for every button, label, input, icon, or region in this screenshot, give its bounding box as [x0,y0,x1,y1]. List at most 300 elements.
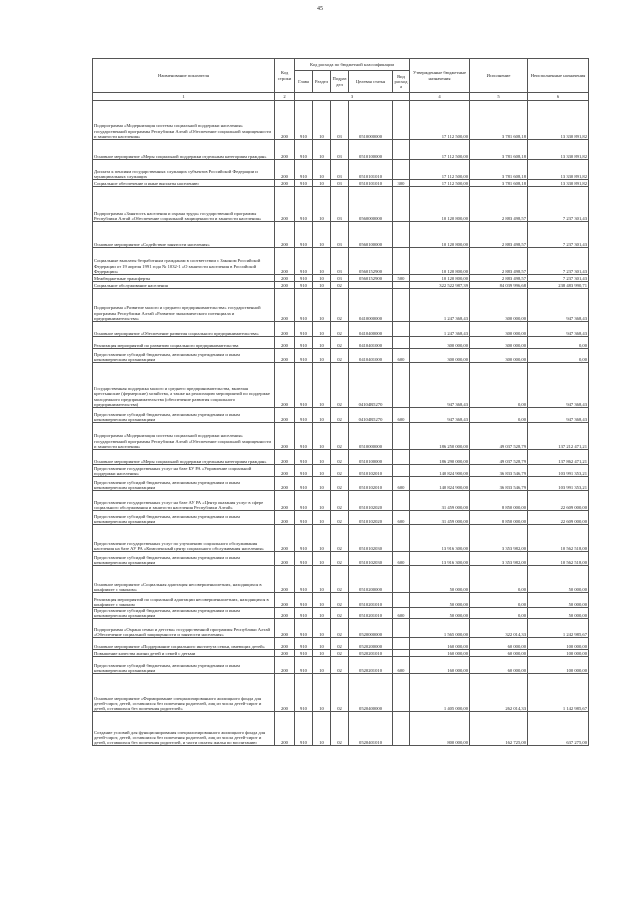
row-section: 10 [313,222,331,248]
row-name: Предоставление государственных услуг по улучшению социального обслуживания населения на базе АУ РА «Комплексный центр социального обслуживания населения» [93,525,275,552]
row-executed: 300 000,00 [470,322,528,337]
row-subsection: 03 [331,275,349,282]
row-expense-type [393,566,410,593]
row-section: 10 [313,657,331,674]
row-subsection: 03 [331,187,349,222]
row-subsection: 02 [331,674,349,712]
row-unexecuted: 637 275,00 [528,712,589,746]
row-section: 10 [313,450,331,465]
row-chapter: 910 [295,222,313,248]
header-chapter: Глава [295,71,313,93]
row-target-item: 0560000000 [349,187,393,222]
row-executed: 2 883 498,57 [470,275,528,282]
header-subsection: Подраз дел [331,71,349,93]
table-row [93,593,589,608]
row-unexecuted: 100 000,00 [528,657,589,674]
row-line-code: 200 [275,712,295,746]
row-approved: 947 368,43 [410,363,470,408]
row-line-code: 200 [275,408,295,423]
row-subsection: 02 [331,638,349,650]
row-chapter: 910 [295,608,313,619]
row-approved: 947 368,43 [410,408,470,423]
row-executed: 3 781 608,18 [470,180,528,187]
row-expense-type [393,450,410,465]
row-subsection: 02 [331,552,349,566]
row-approved: 17 112 500,00 [410,101,470,140]
row-subsection: 02 [331,650,349,657]
row-section: 10 [313,248,331,275]
table-row [93,712,589,746]
row-expense-type: 300 [393,180,410,187]
row-executed: 60 000,00 [470,650,528,657]
row-chapter: 910 [295,187,313,222]
row-line-code: 200 [275,674,295,712]
row-executed: 3 353 982,00 [470,525,528,552]
row-executed: 49 037 528,79 [470,423,528,450]
row-subsection: 03 [331,180,349,187]
row-target-item: 0520401010 [349,712,393,746]
row-unexecuted: 50 000,00 [528,566,589,593]
row-name: Предоставление субсидий бюджетным, автономным учреждениям и иным некоммерческим организациям [93,408,275,423]
row-chapter: 910 [295,619,313,638]
row-approved: 160 000,00 [410,638,470,650]
row-expense-type [393,289,410,322]
row-subsection: 02 [331,465,349,477]
row-expense-type [393,160,410,180]
row-subsection: 02 [331,491,349,511]
row-approved: 1 565 000,00 [410,619,470,638]
row-expense-type: 600 [393,608,410,619]
row-expense-type [393,491,410,511]
row-target-item: 0510100000 [349,140,393,160]
row-subsection: 02 [331,566,349,593]
row-approved: 186 250 000,00 [410,423,470,450]
row-section: 10 [313,275,331,282]
row-executed: 322 014,33 [470,619,528,638]
row-name: Подпрограмма «Развитие малого и среднего предпринимательства» государственной программы Республики Алтай «Развитие экономического потенциала и предпринимательства» [93,289,275,322]
row-chapter: 910 [295,180,313,187]
row-chapter: 910 [295,423,313,450]
table-row [93,477,589,491]
row-subsection: 02 [331,450,349,465]
row-subsection: 02 [331,408,349,423]
table-row [93,465,589,477]
row-target-item: 04104R5270 [349,408,393,423]
row-unexecuted: 13 330 891,82 [528,140,589,160]
row-chapter: 910 [295,275,313,282]
row-section: 10 [313,619,331,638]
row-unexecuted: 100 000,00 [528,638,589,650]
row-subsection: 03 [331,248,349,275]
table-row [93,275,589,282]
row-unexecuted: 137 212 471,21 [528,423,589,450]
header-line-code: Код строки [275,59,295,93]
row-subsection: 02 [331,423,349,450]
row-line-code: 200 [275,593,295,608]
row-executed: 60 000,00 [470,657,528,674]
row-unexecuted: 10 562 518,00 [528,552,589,566]
row-unexecuted: 947 368,43 [528,363,589,408]
row-target-item: 0510201010 [349,593,393,608]
row-expense-type [393,423,410,450]
row-executed: 0,00 [470,363,528,408]
header-budget-code-group: Код расхода по бюджетной классификации [295,59,410,71]
table-row [93,282,589,289]
row-expense-type: 600 [393,349,410,363]
table-body [93,101,589,746]
row-executed: 0,00 [470,408,528,423]
table-row [93,650,589,657]
row-executed: 300 000,00 [470,337,528,349]
row-unexecuted: 22 609 000,00 [528,511,589,525]
row-line-code: 200 [275,450,295,465]
row-name: Предоставление субсидий бюджетным, автономным учреждениям и иным некоммерческим организациям [93,477,275,491]
row-section: 10 [313,650,331,657]
column-number: 1 [93,93,275,101]
row-chapter: 910 [295,101,313,140]
row-section: 10 [313,349,331,363]
row-target-item: 0510201010 [349,608,393,619]
row-section: 10 [313,593,331,608]
row-approved: 17 112 500,00 [410,160,470,180]
row-target-item: 0520400000 [349,674,393,712]
row-name: Основное мероприятие «Формирование специализированного жилищного фонда для детей-сирот, детей, оставшихся без попечения родителей, лиц из числа детей-сирот и детей, оставшихся без попечения родителей» [93,674,275,712]
row-approved: 1 405 000,00 [410,674,470,712]
row-chapter: 910 [295,477,313,491]
row-executed: 60 000,00 [470,638,528,650]
row-unexecuted: 10 562 518,00 [528,525,589,552]
row-name: Подпрограмма «Модернизация системы социальной поддержки населения» государственной программы Республики Алтай «Обеспечение социальной защищенности и занятости населения» [93,101,275,140]
row-expense-type: 600 [393,657,410,674]
row-unexecuted: 0,00 [528,349,589,363]
row-unexecuted: 7 237 301,43 [528,222,589,248]
row-approved: 50 000,00 [410,608,470,619]
row-approved: 10 120 800,00 [410,222,470,248]
row-name: Социальное обеспечение и иные выплаты населению [93,180,275,187]
row-chapter: 910 [295,450,313,465]
row-executed: 36 833 546,79 [470,477,528,491]
row-expense-type [393,248,410,275]
row-chapter: 910 [295,349,313,363]
row-target-item: 0510100000 [349,450,393,465]
row-expense-type [393,712,410,746]
row-section: 10 [313,363,331,408]
row-target-item: 0560152900 [349,248,393,275]
table-row [93,322,589,337]
row-name: Основное мероприятие «Социальная адаптация несовершеннолетних, находящихся в конфликте с законом» [93,566,275,593]
row-unexecuted: 947 368,43 [528,322,589,337]
row-line-code: 200 [275,289,295,322]
row-line-code: 200 [275,552,295,566]
row-line-code: 200 [275,525,295,552]
row-line-code: 200 [275,477,295,491]
row-chapter: 910 [295,160,313,180]
row-approved: 1 247 368,43 [410,322,470,337]
row-target-item: 0520201010 [349,650,393,657]
table-row [93,349,589,363]
header-approved: Утвержденные бюджетные назначения [410,59,470,93]
row-executed: 0,00 [470,566,528,593]
row-section: 10 [313,180,331,187]
row-unexecuted: 7 237 301,43 [528,187,589,222]
row-unexecuted: 947 368,43 [528,289,589,322]
row-expense-type [393,593,410,608]
row-unexecuted: 7 237 301,43 [528,275,589,282]
row-target-item: 0510102020 [349,491,393,511]
row-subsection: 02 [331,525,349,552]
row-target-item: 0410401000 [349,337,393,349]
row-name: Предоставление государственных услуг на базе БУ РА «Управление социальной поддержки населения» [93,465,275,477]
row-chapter: 910 [295,408,313,423]
row-unexecuted: 1 242 985,67 [528,619,589,638]
row-subsection: 02 [331,657,349,674]
row-name: Доплата к пенсиям государственных служащих субъектов Российской Федерации и муниципальных служащих [93,160,275,180]
row-unexecuted: 7 237 301,43 [528,248,589,275]
row-name: Основное мероприятие «Обеспечение развития социального предпринимательства» [93,322,275,337]
row-expense-type [393,282,410,289]
row-executed: 84 039 996,68 [470,282,528,289]
row-expense-type: 600 [393,408,410,423]
row-expense-type [393,465,410,477]
row-approved: 17 112 500,00 [410,180,470,187]
row-unexecuted: 22 609 000,00 [528,491,589,511]
table-row [93,140,589,160]
row-unexecuted: 238 483 990,71 [528,282,589,289]
row-name: Основное мероприятие «Меры социальной поддержки отдельным категориям граждан» [93,450,275,465]
row-chapter: 910 [295,552,313,566]
row-executed: 2 883 498,57 [470,248,528,275]
row-approved: 10 120 800,00 [410,248,470,275]
row-expense-type [393,337,410,349]
row-approved: 322 522 987,39 [410,282,470,289]
row-executed: 2 883 498,57 [470,187,528,222]
table-row [93,222,589,248]
header-expense-type: Вид расхода [393,71,410,93]
row-chapter: 910 [295,712,313,746]
row-line-code: 200 [275,248,295,275]
row-subsection: 02 [331,593,349,608]
column-number: 4 [410,93,470,101]
row-subsection: 03 [331,101,349,140]
row-expense-type [393,322,410,337]
row-target-item: 04104R5270 [349,363,393,408]
row-chapter: 910 [295,566,313,593]
row-executed: 36 833 546,79 [470,465,528,477]
column-number: 2 [275,93,295,101]
row-executed: 0,00 [470,593,528,608]
row-unexecuted: 13 330 891,82 [528,160,589,180]
row-line-code: 200 [275,657,295,674]
row-target-item: 0520201010 [349,657,393,674]
row-target-item: 0520200000 [349,638,393,650]
row-name: Социальное обслуживание населения [93,282,275,289]
row-name: Основное мероприятие «Содействие занятости населения» [93,222,275,248]
row-unexecuted: 0,00 [528,337,589,349]
row-expense-type: 600 [393,552,410,566]
row-unexecuted: 50 000,00 [528,608,589,619]
row-chapter: 910 [295,289,313,322]
row-target-item: 0510000000 [349,423,393,450]
row-unexecuted: 13 330 891,82 [528,180,589,187]
row-executed: 162 725,00 [470,712,528,746]
row-unexecuted: 13 330 891,82 [528,101,589,140]
row-line-code: 200 [275,140,295,160]
table-row [93,674,589,712]
table-row [93,619,589,638]
row-subsection: 02 [331,511,349,525]
table-row [93,525,589,552]
row-chapter: 910 [295,337,313,349]
row-subsection: 02 [331,322,349,337]
row-target-item: 0410000000 [349,289,393,322]
row-target-item [349,282,393,289]
row-approved: 800 000,00 [410,712,470,746]
row-line-code: 200 [275,465,295,477]
row-chapter: 910 [295,322,313,337]
column-number: 5 [470,93,528,101]
row-line-code: 200 [275,619,295,638]
table-row [93,608,589,619]
row-subsection: 03 [331,222,349,248]
row-line-code: 200 [275,275,295,282]
row-section: 10 [313,465,331,477]
row-target-item: 0510102020 [349,511,393,525]
row-name: Создание условий для функционирования специализированного жилищного фонда для детей-сирот, детей, оставшихся без попечения родителей, лиц из числа детей-сирот и детей, оставшихся без попечения родителей, и части оплаты жилья по воспитанию [93,712,275,746]
table-row [93,337,589,349]
table-row [93,248,589,275]
header-name: Наименование показателя [93,59,275,93]
row-subsection: 02 [331,712,349,746]
row-subsection: 02 [331,363,349,408]
row-target-item: 0510102030 [349,552,393,566]
row-name: Подпрограмма «Занятость населения и охрана труда» государственной программы Республики Алтай «Обеспечение социальной защищенности и занятости населения» [93,187,275,222]
row-section: 10 [313,511,331,525]
row-name: Государственная поддержка малого и среднего предпринимательства, включая крестьянские (фермерские) хозяйства, а также на реализацию мероприятий по поддержке молодежного предпринимательства (обеспечение развития социального предпринимательства) [93,363,275,408]
row-unexecuted: 103 991 353,21 [528,477,589,491]
row-target-item: 0510102010 [349,465,393,477]
row-line-code: 200 [275,423,295,450]
row-section: 10 [313,337,331,349]
row-section: 10 [313,712,331,746]
row-approved: 17 112 500,00 [410,140,470,160]
table-row [93,408,589,423]
row-chapter: 910 [295,465,313,477]
row-approved: 10 120 800,00 [410,275,470,282]
row-target-item: 0510200000 [349,566,393,593]
table-row [93,101,589,140]
row-expense-type [393,101,410,140]
row-approved: 50 000,00 [410,593,470,608]
row-line-code: 200 [275,187,295,222]
row-executed: 3 781 608,18 [470,101,528,140]
row-expense-type: 500 [393,275,410,282]
row-name: Реализация мероприятий по развитию социального предпринимательства [93,337,275,349]
row-section: 10 [313,552,331,566]
row-chapter: 910 [295,248,313,275]
row-target-item: 0410400000 [349,322,393,337]
row-executed: 8 850 000,00 [470,491,528,511]
row-subsection: 02 [331,349,349,363]
row-name: Реализация мероприятий по социальной адаптации несовершеннолетних, находящихся в конфликте с законом [93,593,275,608]
row-unexecuted: 137 862 471,21 [528,450,589,465]
row-approved: 10 120 800,00 [410,187,470,222]
row-target-item: 0510102010 [349,477,393,491]
row-line-code: 200 [275,322,295,337]
row-unexecuted: 947 368,43 [528,408,589,423]
row-subsection: 03 [331,140,349,160]
row-approved: 186 290 000,00 [410,450,470,465]
row-approved: 13 916 300,00 [410,525,470,552]
row-approved: 300 000,00 [410,337,470,349]
row-name: Предоставление государственных услуг на базе АУ РА «Центр оказания услуг в сфере социального обслуживания и занятости населения Республики Алтай» [93,491,275,511]
row-subsection: 03 [331,160,349,180]
row-expense-type: 600 [393,511,410,525]
row-approved: 140 824 900,00 [410,465,470,477]
row-target-item: 0560152900 [349,275,393,282]
row-section: 10 [313,674,331,712]
row-unexecuted: 100 000,00 [528,650,589,657]
row-name: Социальные выплаты безработным гражданам в соответствии с Законом Российской Федерации от 19 апреля 1991 года № 1032-1 «О занятости населения в Российской Федерации» [93,248,275,275]
row-section: 10 [313,423,331,450]
row-line-code: 200 [275,363,295,408]
row-executed: 49 037 528,79 [470,450,528,465]
row-name: Предоставление субсидий бюджетным, автономным учреждениям и иным некоммерческим организациям [93,552,275,566]
row-expense-type [393,525,410,552]
table-row [93,638,589,650]
row-expense-type [393,650,410,657]
row-section: 10 [313,608,331,619]
row-approved: 31 459 000,00 [410,511,470,525]
row-executed: 300 000,00 [470,349,528,363]
table-row [93,657,589,674]
row-approved: 1 247 368,43 [410,289,470,322]
row-section: 10 [313,408,331,423]
row-executed: 3 781 608,18 [470,140,528,160]
row-chapter: 910 [295,657,313,674]
row-target-item: 0510101010 [349,180,393,187]
row-target-item: 0560100000 [349,222,393,248]
row-expense-type: 600 [393,477,410,491]
row-executed: 8 850 000,00 [470,511,528,525]
row-target-item: 0410401000 [349,349,393,363]
row-approved: 160 000,00 [410,657,470,674]
row-subsection: 02 [331,289,349,322]
row-section: 10 [313,638,331,650]
row-subsection: 02 [331,477,349,491]
row-executed: 2 883 498,57 [470,222,528,248]
row-name: Основное мероприятие «Меры социальной поддержки отдельным категориям граждан» [93,140,275,160]
row-target-item: 0510101010 [349,160,393,180]
budget-execution-table [92,58,589,746]
row-line-code: 200 [275,101,295,140]
row-executed: 300 000,00 [470,289,528,322]
row-subsection: 02 [331,337,349,349]
row-chapter: 910 [295,491,313,511]
row-expense-type [393,619,410,638]
row-expense-type [393,638,410,650]
table-row [93,160,589,180]
row-name: Подпрограмма «Модернизация системы социальной поддержки населения» государственной программы Республики Алтай «Обеспечение социальной защищенности и занятости населения» [93,423,275,450]
row-chapter: 910 [295,674,313,712]
row-line-code: 200 [275,337,295,349]
row-section: 10 [313,187,331,222]
row-approved: 140 824 900,00 [410,477,470,491]
column-number-row [93,93,589,101]
table-row [93,363,589,408]
row-section: 10 [313,282,331,289]
row-unexecuted: 1 142 985,67 [528,674,589,712]
row-expense-type [393,674,410,712]
